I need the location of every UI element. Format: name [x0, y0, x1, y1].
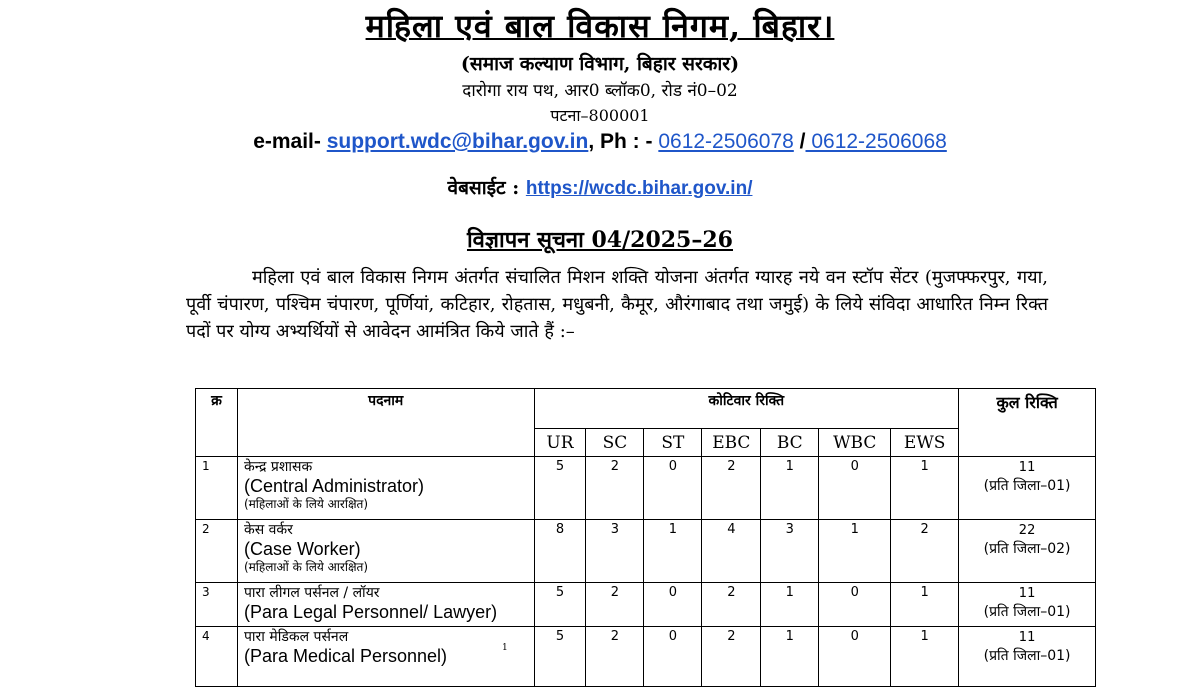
website-label: वेबसाईट :: [447, 177, 520, 199]
email-link[interactable]: support.wdc@bihar.gov.in: [326, 130, 589, 153]
table-row: [196, 627, 1096, 687]
website-link[interactable]: https://wcdc.bihar.gov.in/: [525, 178, 753, 199]
post-hindi: केस वर्कर: [243, 522, 293, 538]
header-category: कोटिवार रिक्ति: [534, 389, 959, 429]
post-english: (Central Administrator): [243, 476, 425, 496]
row-bc: 1: [761, 627, 819, 687]
total-per-district: (प्रति जिला–01): [983, 648, 1071, 664]
post-hindi: केन्द्र प्रशासक: [243, 459, 313, 475]
row-ews: 2: [891, 520, 959, 583]
total-value: 11: [1018, 586, 1036, 601]
row-total: [959, 627, 1096, 687]
total-per-district: (प्रति जिला–01): [983, 478, 1071, 494]
phone-link-2[interactable]: 0612-2506068: [805, 130, 947, 153]
row-ews: 1: [891, 583, 959, 627]
row-bc: 1: [761, 457, 819, 520]
row-post: [237, 520, 534, 583]
row-ews: 1: [891, 457, 959, 520]
vacancy-table: [195, 388, 1096, 687]
notice-title: विज्ञापन सूचना 04/2025–26: [466, 227, 733, 253]
website-line: [0, 174, 1200, 200]
row-sc: 2: [586, 583, 644, 627]
contact-line: [0, 130, 1200, 154]
header-cat-ur: UR: [534, 429, 586, 457]
row-ebc: 2: [702, 457, 761, 520]
phone-link-1[interactable]: 0612-2506078: [658, 130, 794, 153]
post-english: (Para Legal Personnel/ Lawyer): [243, 602, 498, 622]
row-bc: 3: [761, 520, 819, 583]
row-wbc: 1: [819, 520, 891, 583]
notice-paragraph: महिला एवं बाल विकास निगम अंतर्गत संचालित मिशन शक्ति योजना अंतर्गत ग्यारह नये वन स्टॉप सेंटर (मुजफ्फरपुर, गया, पूर्वी चंपारण, पश्चिम चंपारण, पूर्णियां, कटिहार, रोहतास, मधुबनी, कैमूर, औरंगाबाद तथा जमुई) के लिये संविदा आधारित निम्न रिक्त पदों पर योग्य अभ्यर्थियों से आवेदन आमंत्रित किये जाते हैं :–: [186, 267, 1048, 342]
row-wbc: 0: [819, 627, 891, 687]
row-total: [959, 583, 1096, 627]
row-serial: 4: [196, 627, 238, 687]
header-total: कुल रिक्ति: [959, 389, 1096, 457]
phone-separator: /: [799, 130, 806, 153]
post-english: (Para Medical Personnel): [243, 646, 448, 666]
row-total: [959, 457, 1096, 520]
row-wbc: 0: [819, 457, 891, 520]
row-post: [237, 627, 534, 687]
row-ur: 8: [534, 520, 586, 583]
row-serial: 3: [196, 583, 238, 627]
page-number-mark: 1: [502, 643, 508, 653]
header-cat-ews: EWS: [891, 429, 959, 457]
post-english: (Case Worker): [243, 539, 361, 559]
phone-label: , Ph : -: [588, 130, 653, 153]
row-ews: 1: [891, 627, 959, 687]
department-line: (समाज कल्याण विभाग, बिहार सरकार): [460, 53, 740, 75]
row-sc: 2: [586, 457, 644, 520]
total-per-district: (प्रति जिला–01): [983, 604, 1071, 620]
row-st: 0: [644, 457, 702, 520]
row-st: 0: [644, 583, 702, 627]
header-cat-st: ST: [644, 429, 702, 457]
row-ur: 5: [534, 583, 586, 627]
row-sc: 3: [586, 520, 644, 583]
table-row: [196, 583, 1096, 627]
row-total: [959, 520, 1096, 583]
row-wbc: 0: [819, 583, 891, 627]
header-serial: क्र: [196, 389, 238, 457]
row-st: 0: [644, 627, 702, 687]
header-cat-bc: BC: [761, 429, 819, 457]
row-ur: 5: [534, 627, 586, 687]
row-serial: 2: [196, 520, 238, 583]
org-title: महिला एवं बाल विकास निगम, बिहार।: [365, 7, 835, 45]
total-per-district: (प्रति जिला–02): [983, 541, 1071, 557]
email-label: e-mail-: [253, 130, 321, 153]
header-cat-wbc: WBC: [819, 429, 891, 457]
header-post: पदनाम: [237, 389, 534, 457]
header-cat-ebc: EBC: [702, 429, 761, 457]
post-hindi: पारा मेडिकल पर्सनल: [243, 629, 349, 645]
table-row: [196, 520, 1096, 583]
total-value: 11: [1018, 460, 1036, 475]
total-value: 22: [1018, 523, 1036, 538]
row-serial: 1: [196, 457, 238, 520]
post-note: (महिलाओं के लिये आरक्षित): [243, 560, 369, 574]
row-ebc: 2: [702, 583, 761, 627]
row-ebc: 4: [702, 520, 761, 583]
row-post: [237, 457, 534, 520]
row-post: [237, 583, 534, 627]
table-row: [196, 457, 1096, 520]
post-hindi: पारा लीगल पर्सनल / लॉयर: [243, 585, 380, 601]
city-line: पटना–800001: [550, 106, 650, 125]
row-ebc: 2: [702, 627, 761, 687]
total-value: 11: [1018, 630, 1036, 645]
row-bc: 1: [761, 583, 819, 627]
header-cat-sc: SC: [586, 429, 644, 457]
address-line: दारोगा राय पथ, आर0 ब्लॉक0, रोड नं0–02: [462, 81, 738, 101]
post-note: (महिलाओं के लिये आरक्षित): [243, 497, 369, 511]
row-sc: 2: [586, 627, 644, 687]
row-st: 1: [644, 520, 702, 583]
row-ur: 5: [534, 457, 586, 520]
